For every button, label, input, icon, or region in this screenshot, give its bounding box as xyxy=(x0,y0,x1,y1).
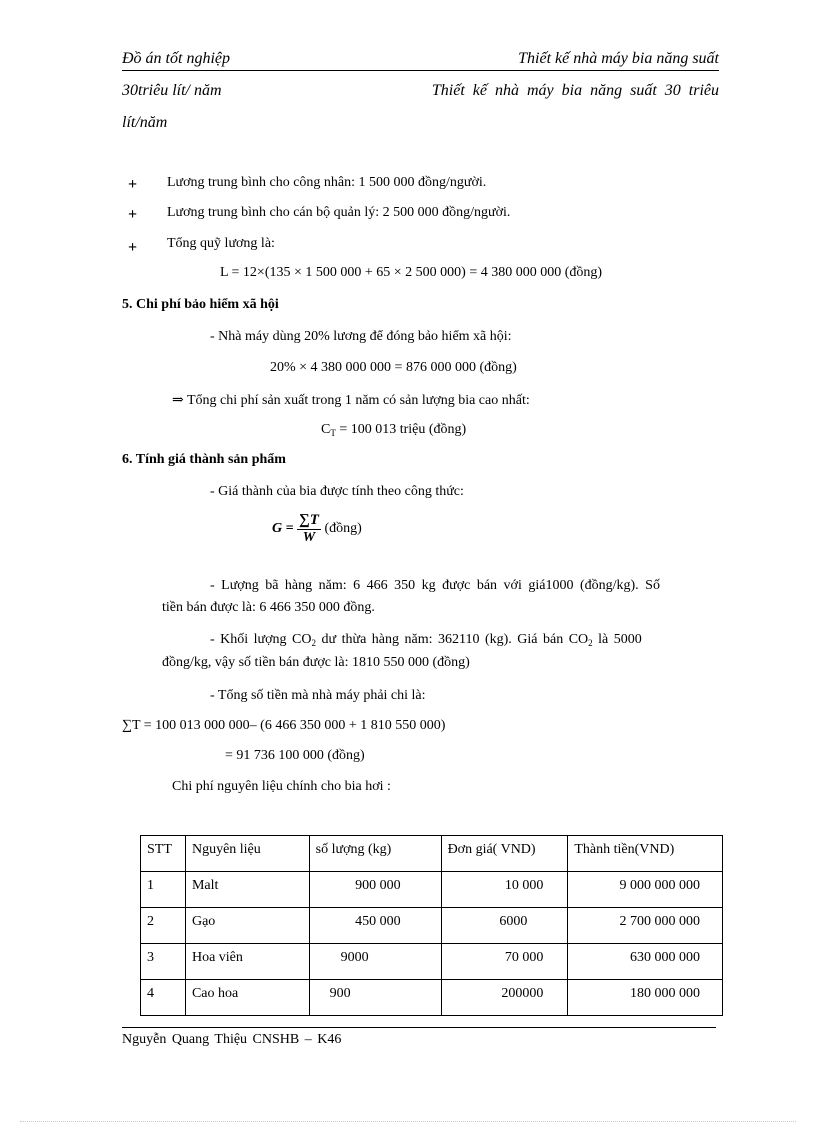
header-right-top: Thiết kế nhà máy bia năng suất xyxy=(518,50,719,67)
bullet-3: Tổng quỹ lương là: xyxy=(167,236,275,251)
price-formula: G = $\frac{\sum T}{W}$ (đồng) xyxy=(272,512,362,545)
table-cell: Hoa viên xyxy=(185,944,309,980)
para-co2-line1: - Khối lượng $CO_2$ dư thừa hàng năm: 362110 (kg). Giá bán $CO_2$ là 5000 xyxy=(210,632,642,648)
para-residue-line1: - Lượng bã hàng năm: 6 466 350 kg được bán với giá1000 (đồng/kg). Số xyxy=(210,578,660,593)
table-cell: Gạo xyxy=(185,908,309,944)
table-cell: 630 000 000 xyxy=(568,944,723,980)
header-left-top: Đồ án tốt nghiệp xyxy=(122,50,230,67)
table-cell: 9 000 000 000 xyxy=(568,872,723,908)
table-cell: 450 000 xyxy=(309,908,441,944)
table-cell: 70 000 xyxy=(441,944,568,980)
page-bottom-divider xyxy=(20,1121,796,1122)
table-row xyxy=(141,980,723,1016)
table-row xyxy=(141,908,723,944)
para-residue-line2: tiền bán được là: 6 466 350 000 đồng. xyxy=(162,600,375,615)
header-right-mid: Thiết kế nhà máy bia năng suất 30 triêu xyxy=(431,82,719,99)
header-left-bottom: lít/năm xyxy=(122,114,168,131)
table-cell: 10 000 xyxy=(441,872,568,908)
table-header-cell: Thành tiền(VND) xyxy=(568,836,723,872)
table-cell: 9000 xyxy=(309,944,441,980)
header-rule xyxy=(122,70,719,71)
bullet-2: Lương trung bình cho cán bộ quản lý: 2 500 000 đồng/người. xyxy=(167,205,511,220)
table-cell: 3 xyxy=(141,944,186,980)
table-cell: Malt xyxy=(185,872,309,908)
section-5-line1: - Nhà máy dùng 20% lương để đóng bảo hiểm xã hội: xyxy=(210,329,512,344)
table-cell: 2 700 000 000 xyxy=(568,908,723,944)
para-co2-line2: đồng/kg, vậy số tiền bán được là: 1810 550 000 (đồng) xyxy=(162,655,470,670)
table-cell: 4 xyxy=(141,980,186,1016)
para-total-spend: - Tổng số tiền mà nhà máy phải chi là: xyxy=(210,688,426,703)
table-cell: 900 000 xyxy=(309,872,441,908)
table-cell: 180 000 000 xyxy=(568,980,723,1016)
section-5-title: 5. Chi phí bảo hiểm xã hội xyxy=(122,297,279,312)
ct-value: $C_T = 100$ 013 triệu (đồng) xyxy=(321,422,467,438)
table-header-cell: Đơn giá( VND) xyxy=(441,836,568,872)
table-header-row xyxy=(141,836,723,872)
header-left-mid: 30triêu lít/ năm xyxy=(122,82,222,99)
table-cell: 2 xyxy=(141,908,186,944)
table-cell: 200000 xyxy=(441,980,568,1016)
materials-table xyxy=(140,835,723,1016)
section-6-title: 6. Tính giá thành sản phẩm xyxy=(122,452,286,467)
sum-line1: ∑T = 100 013 000 000– (6 466 350 000 + 1 810 550 000) xyxy=(122,718,446,733)
table-cell: 1 xyxy=(141,872,186,908)
table-header-cell: số lượng (kg) xyxy=(309,836,441,872)
table-header-cell: Nguyên liệu xyxy=(185,836,309,872)
formula-L: L = 12×(135 × 1 500 000 + 65 × 2 500 000) = 4 380 000 000 (đồng) xyxy=(220,265,603,280)
footer-author: Nguyễn Quang Thiệu CNSHB – K46 xyxy=(122,1032,342,1047)
table-row xyxy=(141,944,723,980)
table-header-cell: STT xyxy=(141,836,186,872)
section-5-formula: 20% × 4 380 000 000 = 876 000 000 (đồng) xyxy=(270,360,517,375)
plus-bullet-icon: + xyxy=(128,176,138,193)
formula-fraction: $\frac{\sum T}{W}$ xyxy=(299,512,319,545)
bullet-1: Lương trung bình cho công nhân: 1 500 000 đồng/người. xyxy=(167,175,487,190)
table-cell: 6000 xyxy=(441,908,568,944)
table-cell: Cao hoa xyxy=(185,980,309,1016)
plus-bullet-icon: + xyxy=(128,206,138,223)
plus-bullet-icon: + xyxy=(128,239,138,256)
table-cell: 900 xyxy=(309,980,441,1016)
table-row xyxy=(141,872,723,908)
section-5-conclusion: ⇒ Tổng chi phí sản xuất trong 1 năm có sản lượng bia cao nhất: xyxy=(172,393,530,408)
footer-rule xyxy=(122,1027,716,1028)
table-intro: Chi phí nguyên liệu chính cho bia hơi : xyxy=(172,779,391,794)
section-6-line1: - Giá thành của bia được tính theo công thức: xyxy=(210,484,464,499)
sum-line2: = 91 736 100 000 (đồng) xyxy=(225,748,365,763)
